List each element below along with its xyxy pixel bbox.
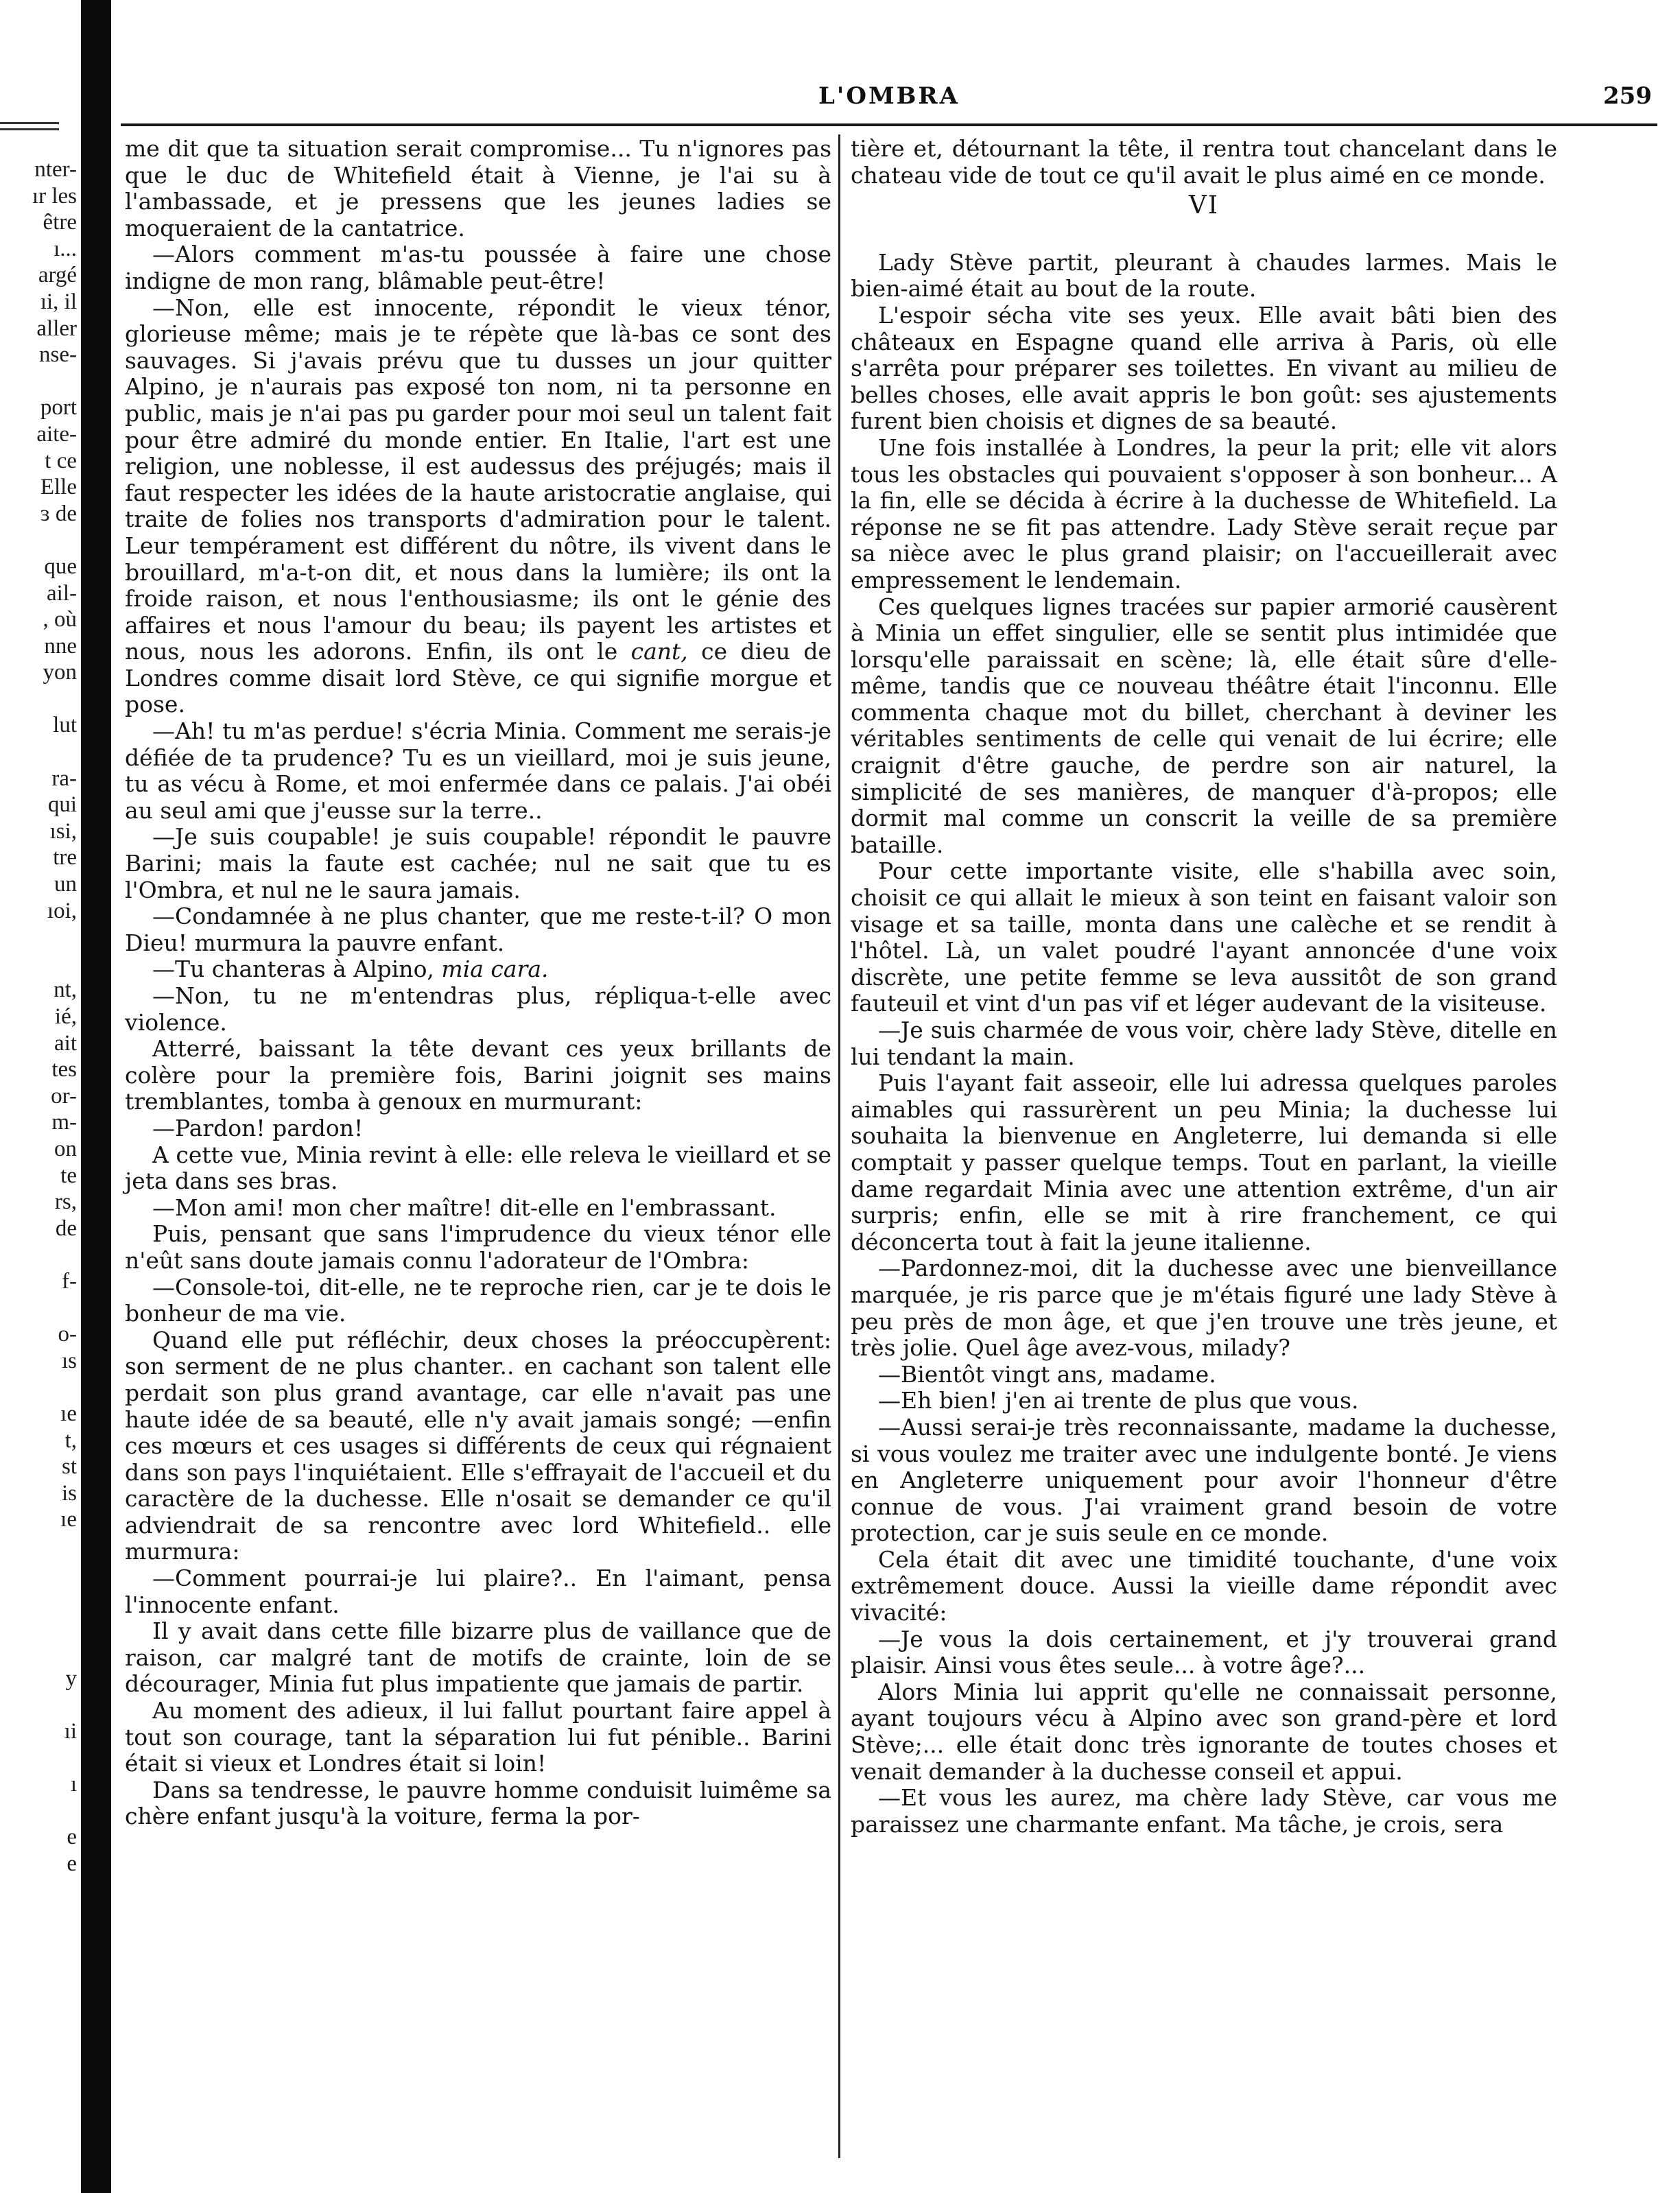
bleed-fragment: ıi, il: [40, 289, 77, 314]
paragraph: [851, 1255, 1557, 1361]
bleed-fragment: [0, 1295, 80, 1322]
bleed-fragment: [0, 1242, 80, 1268]
paragraph: [125, 1698, 831, 1777]
paragraph: [125, 1618, 831, 1698]
bleed-fragment: ɜ de: [40, 501, 77, 526]
bleed-fragment: ısi,: [49, 818, 77, 844]
paragraph-text: —Bientôt vingt ans, madame.: [878, 1360, 1216, 1388]
paragraph: [125, 956, 831, 983]
previous-page-rules: [0, 122, 59, 137]
bleed-fragment: de: [55, 1216, 77, 1241]
bleed-fragment: is: [61, 1480, 77, 1506]
paragraph-text: —Je vous la dois certainement, et j'y trouverai grand plaisir. Ainsi vous êtes seule... à votre âge?...: [851, 1625, 1557, 1679]
bleed-fragment: y: [65, 1666, 77, 1691]
paragraph: [851, 250, 1557, 303]
paragraph-text: —Condamnée à ne plus chanter, que me reste-t-il? O mon Dieu! murmura la pauvre enfant.: [125, 903, 831, 956]
paragraph-text: Alors Minia lui apprit qu'elle ne connaissait personne, ayant toujours vécu à Alpino avec son grand-père et lord Stève;... elle était donc très ignorante de toutes choses et venait demander à la duchesse conseil et appui.: [851, 1678, 1557, 1785]
bleed-fragment: [0, 1798, 80, 1825]
right-column: [851, 136, 1557, 1838]
paragraph-text: —Non, elle est innocente, répondit le vieux ténor, glorieuse même; mais je te répète que là-bas ce sont des sauvages. Si j'avais prévu que tu dusses un jour quitter Alpino, je n'aurais pas exposé ton nom, ni ta personne en public, mais je n'ai pas pu garder pour moi seul un talent fait pour être admiré du monde entier. En Italie, l'art est une religion, une noblesse, il est audessus des préjugés; mais il faut respecter les idées de la haute aristocratie anglaise, qui traite de folies nos transports d'admiration pour le talent. Leur tempérament est différent du nôtre, ils vivent dans le brouillard, m'a-t-on dit, et nous dans la lumière; ils ont la froide raison, et nous l'enthousiasme; ils ont le génie des affaires et nous l'amour du beau; ils payent les artistes et nous, nous les adorons. Enfin, ils ont le: [125, 294, 831, 665]
paragraph: [125, 1565, 831, 1618]
bleed-fragment: f-: [62, 1268, 77, 1294]
paragraph: [851, 594, 1557, 859]
bleed-fragment: ıe: [60, 1401, 77, 1426]
bleed-fragment: qui: [47, 792, 77, 818]
paragraph-text: Il y avait dans cette fille bizarre plus de vaillance que de raison, car malgré tant de motifs de crainte, loin de se décourager, Minia fut plus impatiente que jamais de partir.: [125, 1617, 831, 1698]
paragraph: [125, 1142, 831, 1195]
running-title: L'OMBRA: [818, 82, 960, 110]
paragraph: [851, 1785, 1557, 1838]
left-column: [125, 136, 831, 1830]
paragraph: [851, 858, 1557, 1017]
paragraph-text: Au moment des adieux, il lui fallut pourtant faire appel à tout son courage, tant la séparation lui fut pénible.. Barini était si vieux et Londres était si loin!: [125, 1697, 831, 1777]
paragraph-text: —Alors comment m'as-tu poussée à faire une chose indigne de mon rang, blâmable peut-être!: [125, 241, 831, 294]
paragraph-text: —Aussi serai-je très reconnaissante, madame la duchesse, si vous voulez me traiter avec une indulgente bonté. Je viens en Angleterre uniquement pour avoir l'honneur d'être connue de vous. J'ai vraiment grand besoin de votre protection, car je suis seule en ce monde.: [851, 1413, 1557, 1547]
bleed-fragment: o-: [58, 1322, 77, 1347]
bleed-fragment: ra-: [51, 766, 77, 791]
bleed-fragment: on: [54, 1136, 77, 1161]
bleed-fragment: Elle: [40, 475, 77, 500]
paragraph-text: Puis l'ayant fait asseoir, elle lui adressa quelques paroles aimables qui rassurèrent un peu Minia; la duchesse lui souhaita la bienvenue en Angleterre, lui demanda si elle comptait y passer quelque temps. Tout en parlant, la vieille dame regardait Minia avec une attention extrême, d'un air surpris; enfin, elle se mit à rire franchement, ce qui déconcerta tout à fait la jeune italienne.: [851, 1069, 1557, 1255]
bleed-fragment: te: [60, 1163, 77, 1188]
paragraph-text: Puis, pensant que sans l'imprudence du vieux ténor elle n'eût sans doute jamais connu l'adorateur de l'Ombra:: [125, 1220, 831, 1274]
page-number: 259: [1603, 82, 1652, 110]
paragraph: [125, 1327, 831, 1565]
bleed-fragment: que: [44, 554, 77, 579]
bleed-fragment: ıi: [64, 1719, 77, 1744]
paragraph-text: —Je suis charmée de vous voir, chère lady Stève, ditelle en lui tendant la main.: [851, 1017, 1557, 1070]
paragraph-text: —Eh bien! j'en ai trente de plus que vous.: [878, 1387, 1359, 1414]
paragraph-text: Lady Stève partit, pleurant à chaudes larmes. Mais le bien-aimé était au bout de la route.: [851, 248, 1557, 303]
bleed-fragment: [0, 527, 80, 554]
paragraph: [125, 295, 831, 719]
paragraph-text: Ces quelques lignes tracées sur papier armorié causèrent à Minia un effet singulier, elle se sentit plus intimidée que lorsqu'elle paraissait en scène; là, elle était sûre d'elle-même, tandis que ce nouveau théâtre était l'inconnu. Elle commenta chaque mot du billet, cherchant à deviner les véritables sentiments de celle qui venait de lui écrire; elle craignit d'être gauche, de perdre son air naturel, la simplicité de ses manières, de manquer d'à-propos; elle dormit mal comme un conscrit la veille de sa première bataille.: [851, 593, 1557, 858]
paragraph: [125, 136, 831, 241]
paragraph-text: tière et, détournant la tête, il rentra tout chancelant dans le chateau vide de tout ce qu'il avait le plus aimé en ce monde.: [851, 135, 1557, 189]
bleed-fragment: [0, 1586, 80, 1613]
bleed-fragment: ıe: [60, 1507, 77, 1532]
bleed-fragment: port: [40, 395, 77, 420]
bleed-fragment: lut: [53, 713, 77, 738]
paragraph-text: —Tu chanteras à Alpino,: [152, 956, 434, 983]
bleed-fragment: nse-: [39, 342, 77, 368]
paragraph: [851, 303, 1557, 435]
bleed-fragment: [0, 1559, 80, 1586]
bleed-fragment: ié,: [54, 1004, 77, 1029]
paragraph: [851, 1362, 1557, 1388]
paragraph-text: Pour cette importante visite, elle s'habilla avec soin, choisit ce qui allait le mieux à son teint en faisant valoir son visage et sa taille, monta dans une calèche et se rendit à l'hôtel. Là, un valet poudré l'ayant annoncée d'une voix discrète, une petite femme se leva aussitôt de son grand fauteuil et vint d'un pas vif et léger audevant de la visiteuse.: [851, 857, 1557, 1017]
bleed-fragment: [0, 951, 80, 977]
bleed-fragment: or-: [51, 1083, 77, 1109]
bleed-fragment: tes: [51, 1057, 77, 1082]
bleed-fragment: [0, 924, 80, 951]
bleed-fragment: ıoi,: [47, 898, 77, 923]
bleed-fragment: e: [67, 1851, 77, 1876]
bleed-fragment: nne: [44, 633, 77, 659]
paragraph: [125, 1275, 831, 1327]
bleed-fragment: [0, 739, 80, 766]
bleed-fragment: ır les: [32, 183, 77, 209]
bleed-fragment: être: [43, 210, 77, 235]
bleed-fragment: [0, 1613, 80, 1639]
paragraph: [851, 1414, 1557, 1547]
paragraph: [125, 1221, 831, 1274]
paragraph: [851, 1626, 1557, 1679]
bleed-fragment: un: [54, 872, 77, 897]
bleed-fragment: st: [61, 1454, 77, 1480]
column-divider: [838, 134, 840, 2158]
bleed-fragment: [0, 686, 80, 713]
previous-page-bleed: [0, 156, 80, 2187]
paragraph: [125, 903, 831, 956]
paragraph-text: —Pardon! pardon!: [152, 1114, 364, 1141]
paragraph-text: —Console-toi, dit-elle, ne te reproche rien, car je te dois le bonheur de ma vie.: [125, 1273, 831, 1327]
paragraph: [851, 435, 1557, 594]
bleed-fragment: aite-: [36, 421, 77, 447]
paragraph: [851, 1679, 1557, 1785]
paragraph-text: —Non, tu ne m'entendras plus, répliqua-t-elle avec violence.: [125, 982, 831, 1036]
bleed-fragment: [0, 1533, 80, 1560]
paragraph-text: —Je suis coupable! je suis coupable! répondit le pauvre Barini; mais la faute est cachée; nul ne sait que tu es l'Ombra, et nul ne le saura jamais.: [125, 823, 831, 903]
bleed-fragment: , où: [43, 607, 77, 632]
chapter-heading: VI: [1188, 191, 1220, 220]
paragraph-text: Atterré, baissant la tête devant ces yeux brillants de colère pour la première fois, Barini joignit ses mains tremblantes, tomba à genoux en murmurant:: [125, 1035, 831, 1115]
paragraph: [125, 824, 831, 903]
bleed-fragment: aller: [36, 316, 77, 341]
paragraph: [125, 1777, 831, 1830]
bleed-fragment: rs,: [54, 1189, 77, 1215]
bleed-fragment: [0, 1745, 80, 1772]
paragraph: [125, 1036, 831, 1115]
bleed-fragment: ail-: [47, 580, 77, 606]
paragraph: [851, 136, 1557, 189]
paragraph: [125, 983, 831, 1036]
bleed-fragment: argé: [38, 263, 77, 288]
paragraph-text: Quand elle put réfléchir, deux choses la préoccupèrent: son serment de ne plus chanter.. en cachant son talent elle perdait son plus grand avantage, car elle n'avait pas une haute idée de sa beauté, elle n'y avait jamais songé; —enfin ces mœurs et ces usages si différents de ceux qui régnaient dans son pays l'inquiétaient. Elle s'effrayait de l'accueil et du caractère de la duchesse. Elle n'osait se demander ce qu'il adviendrait de sa rencontre avec lord Whitefield.. elle murmura:: [125, 1326, 831, 1565]
paragraph-text: Une fois installée à Londres, la peur la prit; elle vit alors tous les obstacles qui pouvaient s'opposer à son bonheur... A la fin, elle se décida à écrire à la duchesse de Whitefield. La réponse ne se fit pas attendre. Lady Stève serait reçue par sa nièce avec le plus grand plaisir; on l'accueillerait avec empressement le lendemain.: [851, 434, 1557, 593]
paragraph-text: —Pardonnez-moi, dit la duchesse avec une bienveillance marquée, je ris parce que je m'étais figuré une lady Stève à peu près de mon âge, et que j'en trouve une très jeune, et très jolie. Quel âge avez-vous, milady?: [851, 1255, 1557, 1362]
paragraph-text: —Comment pourrai-je lui plaire?.. En l'aimant, pensa l'innocente enfant.: [125, 1565, 831, 1618]
bleed-fragment: [0, 1639, 80, 1666]
paragraph: [125, 241, 831, 294]
paragraph-text: me dit que ta situation serait compromise... Tu n'ignores pas que le duc de Whitefield était à Vienne, je l'ai su à l'ambassade, et je pressens que les jeunes ladies se moqueraient de la cantatrice.: [125, 135, 831, 241]
bleed-fragment: t,: [64, 1427, 77, 1453]
paragraph: [851, 1070, 1557, 1255]
bleed-fragment: ı: [70, 1772, 77, 1797]
paragraph-text: L'espoir sécha vite ses yeux. Elle avait bâti bien des châteaux en Espagne quand elle arriva à Paris, où elle s'arrêta pour préparer ses toilettes. En vivant au milieu de belles choses, elle avait appris le bon goût: ses ajustements furent bien choisis et dignes de sa beauté.: [851, 301, 1557, 435]
header-rule: [121, 123, 1657, 126]
paragraph-text: —Et vous les aurez, ma chère lady Stève, car vous me paraissez une charmante enfant. Ma tâche, je crois, sera: [851, 1784, 1557, 1838]
paragraph: [851, 1017, 1557, 1070]
bleed-fragment: ıs: [61, 1348, 77, 1373]
paragraph: [851, 1547, 1557, 1626]
paragraph-text: —Mon ami! mon cher maître! dit-elle en l'embrassant.: [152, 1194, 777, 1221]
bleed-fragment: m-: [51, 1110, 77, 1135]
bleed-fragment: nt,: [54, 977, 77, 1003]
bleed-fragment: yon: [43, 660, 77, 685]
bleed-fragment: e: [67, 1825, 77, 1850]
bleed-fragment: [0, 368, 80, 395]
paragraph-text: A cette vue, Minia revint à elle: elle releva le vieillard et se jeta dans ses bras.: [125, 1141, 831, 1195]
bleed-fragment: ait: [54, 1030, 77, 1056]
paragraph: [125, 718, 831, 824]
paragraph: [125, 1115, 831, 1142]
paragraph: [125, 1195, 831, 1222]
paragraph-text-tail: ce dieu de Londres comme disait lord Stève, ce qui signifie morgue et pose.: [125, 638, 831, 718]
bleed-fragment: [0, 1374, 80, 1401]
bleed-fragment: ı...: [54, 236, 77, 261]
running-head: [121, 82, 1657, 123]
bleed-fragment: tre: [53, 845, 77, 870]
italic-term: cant,: [630, 638, 688, 665]
paragraph: [851, 1388, 1557, 1414]
book-spine-gutter: [81, 0, 111, 2193]
paragraph-text: Cela était dit avec une timidité touchante, d'une voix extrêmement douce. Aussi la vieille dame répondit avec vivacité:: [851, 1545, 1557, 1626]
bleed-fragment: nter-: [34, 157, 77, 182]
paragraph-text: Dans sa tendresse, le pauvre homme conduisit luimême sa chère enfant jusqu'à la voiture, ferma la por-: [125, 1776, 831, 1830]
bleed-fragment: [0, 1692, 80, 1718]
italic-term: mia cara.: [441, 956, 549, 983]
paragraph-text: —Ah! tu m'as perdue! s'écria Minia. Comment me serais-je défiée de ta prudence? Tu es un vieillard, moi je suis jeune, tu as vécu à Rome, et moi enfermée dans ce palais. J'ai obéi au seul ami que j'eusse sur la terre..: [125, 718, 831, 824]
bleed-fragment: t ce: [45, 448, 77, 473]
